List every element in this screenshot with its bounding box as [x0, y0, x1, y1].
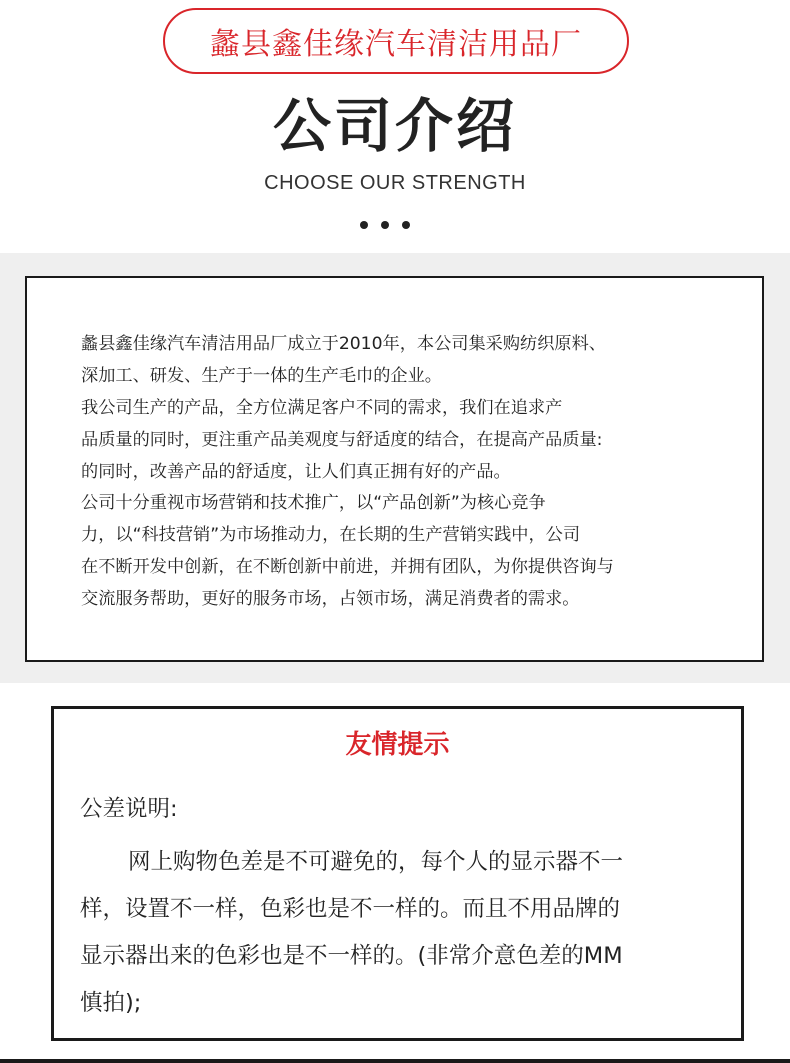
notice-heading: 公差说明: — [80, 796, 178, 822]
intro-line: 公司十分重视市场营销和技术推广，以“产品创新”为核心竞争 — [81, 493, 546, 514]
bottom-divider — [0, 1059, 790, 1063]
intro-line: 的同时，改善产品的舒适度，让人们真正拥有好的产品。 — [81, 461, 511, 482]
intro-line: 交流服务帮助，更好的服务市场，占领市场，满足消费者的需求。 — [81, 589, 580, 610]
intro-line: 力，以“科技营销”为市场推动力，在长期的生产营销实践中，公司 — [81, 525, 581, 546]
dot-icon — [381, 221, 389, 229]
notice-line: 显示器出来的色彩也是不一样的。(非常介意色差的MM — [80, 943, 623, 969]
page-subtitle: CHOOSE OUR STRENGTH — [264, 172, 526, 194]
notice-line: 网上购物色差是不可避免的，每个人的显示器不一 — [128, 849, 624, 875]
notice-line: 样，设置不一样，色彩也是不一样的。而且不用品牌的 — [80, 896, 621, 922]
intro-line: 品质量的同时，更注重产品美观度与舒适度的结合，在提高产品质量: — [81, 429, 603, 450]
dot-icon — [402, 221, 410, 229]
company-intro-box — [25, 276, 764, 662]
intro-line: 深加工、研发、生产于一体的生产毛巾的企业。 — [81, 365, 442, 386]
company-intro-text — [81, 329, 741, 616]
notice-line: 慎拍); — [80, 990, 142, 1016]
dot-icon — [360, 221, 368, 229]
company-name: 蠡县鑫佳缘汽车清洁用品厂 — [210, 27, 582, 62]
page-title: 公司介绍 — [272, 92, 517, 160]
ellipsis-dots-icon — [360, 219, 410, 231]
notice-body — [80, 791, 720, 1027]
intro-line: 蠡县鑫佳缘汽车清洁用品厂成立于2010年，本公司集采购纺织原料、 — [81, 334, 606, 354]
company-name-badge — [163, 8, 629, 74]
friendly-notice-box — [51, 706, 744, 1041]
notice-title: 友情提示 — [345, 730, 450, 760]
intro-line: 我公司生产的产品，全方位满足客户不同的需求，我们在追求产 — [81, 397, 563, 418]
intro-line: 在不断开发中创新，在不断创新中前进，并拥有团队，为你提供咨询与 — [81, 557, 614, 578]
